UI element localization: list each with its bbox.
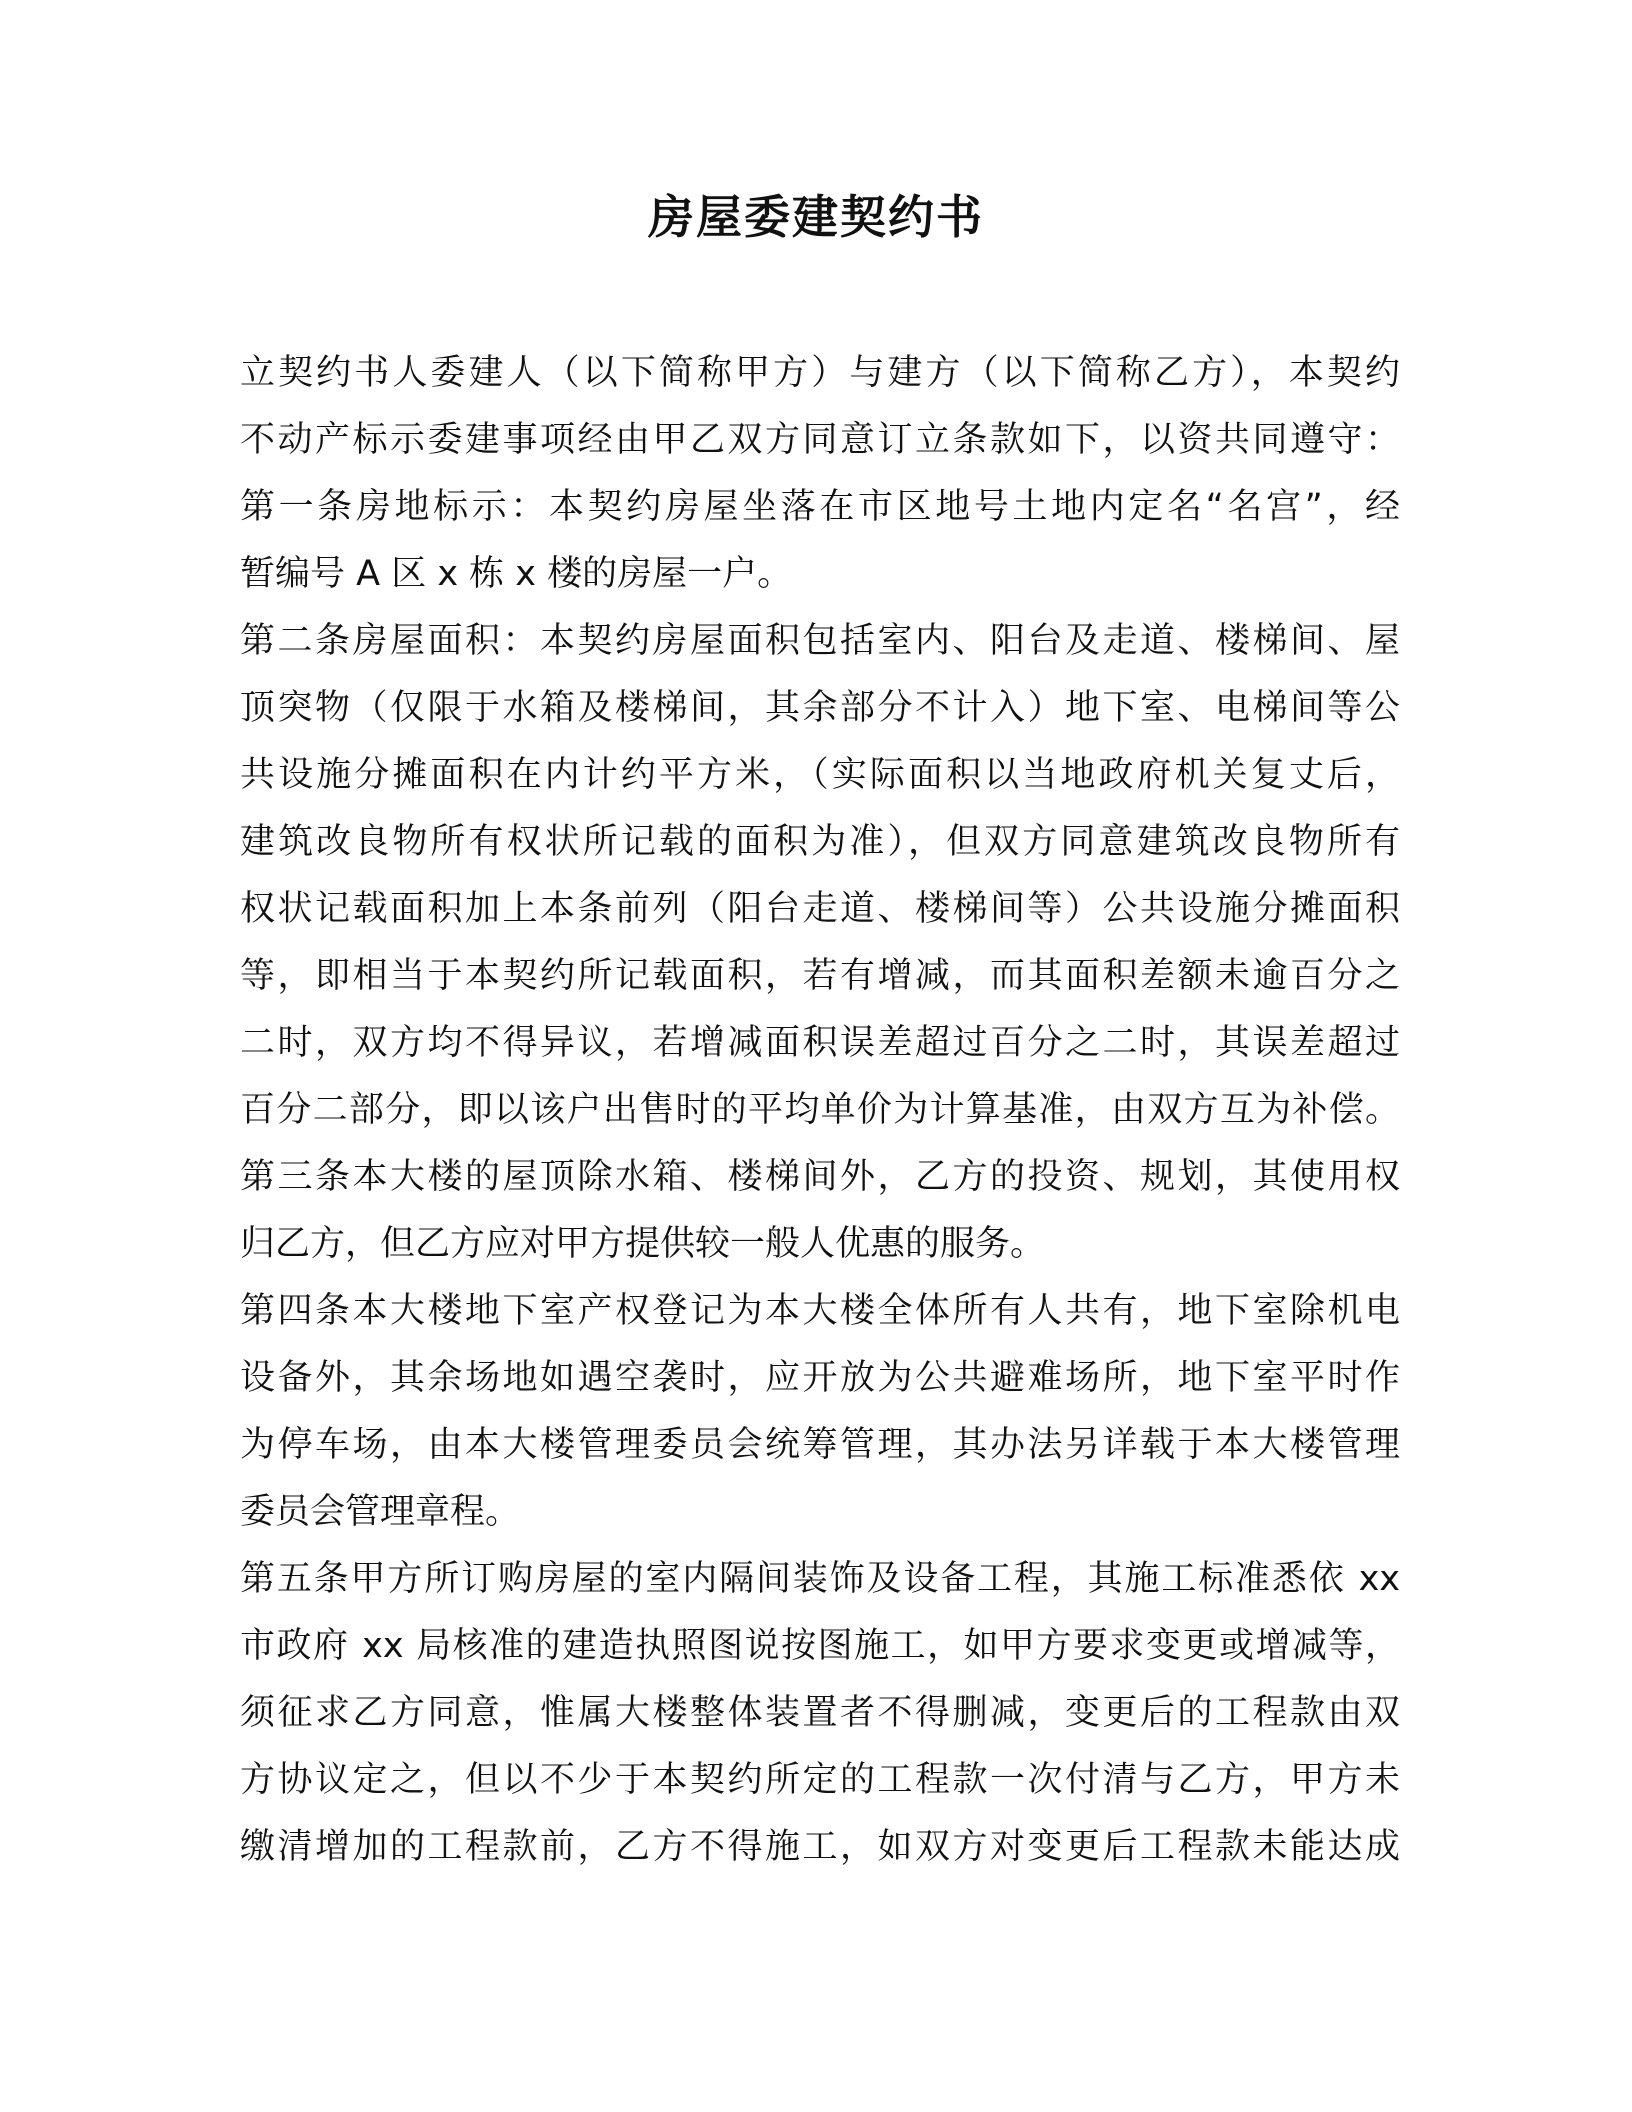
text-line: 市政府 xx 局核准的建造执照图说按图施工，如甲方要求变更或增减等，	[240, 1626, 1400, 1666]
document-title: 房屋委建契约书	[648, 190, 984, 244]
text-line: 建筑改良物所有权状所记载的面积为准），但双方同意建筑改良物所有	[240, 822, 1400, 862]
text-line: 须征求乙方同意，惟属大楼整体装置者不得删减，变更后的工程款由双	[240, 1693, 1400, 1733]
text-line: 第四条本大楼地下室产权登记为本大楼全体所有人共有，地下室除机电	[240, 1291, 1400, 1331]
text-line: 方协议定之，但以不少于本契约所定的工程款一次付清与乙方，甲方未	[240, 1760, 1400, 1800]
text-line: 二时，双方均不得异议，若增减面积误差超过百分之二时，其误差超过	[240, 1023, 1400, 1063]
text-line: 第三条本大楼的屋顶除水箱、楼梯间外，乙方的投资、规划，其使用权	[240, 1157, 1400, 1197]
text-line: 为停车场，由本大楼管理委员会统筹管理，其办法另详载于本大楼管理	[240, 1425, 1400, 1465]
text-line: 归乙方，但乙方应对甲方提供较一般人优惠的服务。	[240, 1224, 1046, 1264]
text-line: 不动产标示委建事项经由甲乙双方同意订立条款如下，以资共同遵守：	[240, 420, 1400, 460]
text-line: 百分二部分，即以该户出售时的平均单价为计算基准，由双方互为补偿。	[240, 1090, 1400, 1130]
text-line: 委员会管理章程。	[240, 1492, 521, 1532]
text-line: 权状记载面积加上本条前列（阳台走道、楼梯间等）公共设施分摊面积	[240, 889, 1400, 929]
text-line: 设备外，其余场地如遇空袭时，应开放为公共避难场所，地下室平时作	[240, 1358, 1400, 1398]
text-line: 顶突物（仅限于水箱及楼梯间，其余部分不计入）地下室、电梯间等公	[240, 688, 1400, 728]
text-line: 共设施分摊面积在内计约平方米，（实际面积以当地政府机关复丈后，	[240, 755, 1400, 795]
text-line: 第五条甲方所订购房屋的室内隔间装饰及设备工程，其施工标准悉依 xx	[240, 1559, 1400, 1599]
text-line: 第一条房地标示：本契约房屋坐落在市区地号土地内定名“名宫”，经	[240, 487, 1400, 527]
text-line: 暂编号 A 区 x 栋 x 楼的房屋一户。	[240, 554, 793, 594]
text-line: 等，即相当于本契约所记载面积，若有增减，而其面积差额未逾百分之	[240, 956, 1400, 996]
text-line: 缴清增加的工程款前，乙方不得施工，如双方对变更后工程款未能达成	[240, 1827, 1400, 1867]
text-line: 第二条房屋面积：本契约房屋面积包括室内、阳台及走道、楼梯间、屋	[240, 621, 1400, 661]
text-line: 立契约书人委建人（以下简称甲方）与建方（以下简称乙方），本契约	[240, 353, 1400, 393]
document-body	[240, 340, 1400, 1881]
